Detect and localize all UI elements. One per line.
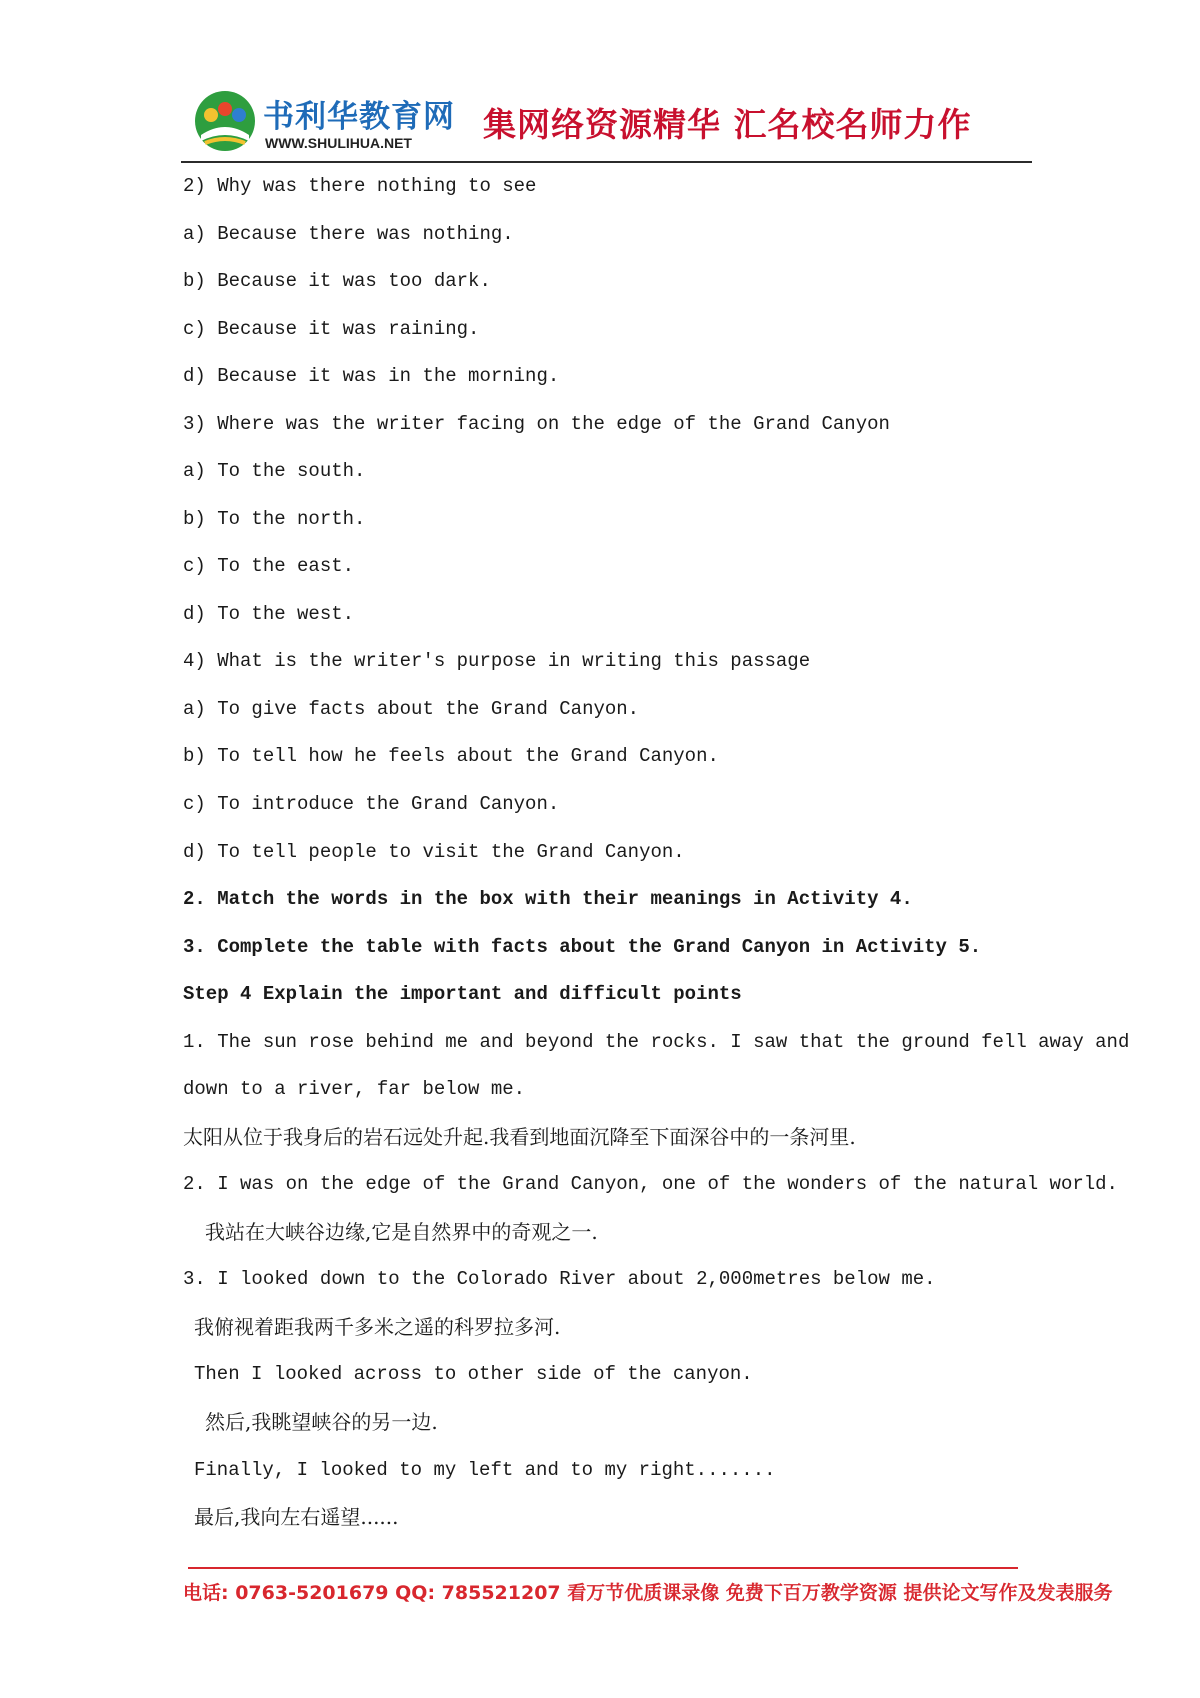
brand-name: 书利华教育网 <box>263 99 455 135</box>
question-4: 4) What is the writer's purpose in writing this passage <box>183 650 811 672</box>
option-3d: d) To the west. <box>183 603 355 625</box>
footer-contact: 电话: 0763-5201679 QQ: 785521207 看万节优质课录像 免费下百万教学资源 提供论文写作及发表服务 <box>183 1582 1113 1604</box>
point-3-sentence-3: Finally, I looked to my left and to my right....... <box>194 1459 776 1481</box>
option-2c: c) Because it was raining. <box>183 318 480 340</box>
option-3c: c) To the east. <box>183 555 355 577</box>
option-2b: b) Because it was too dark. <box>183 270 491 292</box>
question-3: 3) Where was the writer facing on the edge of the Grand Canyon <box>183 413 890 435</box>
point-1-line-1: 1. The sun rose behind me and beyond the rocks. I saw that the ground fell away and <box>183 1031 1130 1053</box>
question-2: 2) Why was there nothing to see <box>183 175 537 197</box>
option-4a: a) To give facts about the Grand Canyon. <box>183 698 640 720</box>
option-4d: d) To tell people to visit the Grand Canyon. <box>183 841 685 863</box>
option-2a: a) Because there was nothing. <box>183 223 514 245</box>
point-1-translation: 太阳从位于我身后的岩石远处升起.我看到地面沉降至下面深谷中的一条河里. <box>183 1125 856 1149</box>
brand-url: WWW.SHULIHUA.NET <box>265 135 412 151</box>
header-divider <box>181 161 1032 163</box>
page-header <box>183 85 1031 163</box>
option-3a: a) To the south. <box>183 460 366 482</box>
point-1-line-2: down to a river, far below me. <box>183 1078 526 1100</box>
point-3: 3. I looked down to the Colorado River about 2,000metres below me. <box>183 1268 936 1290</box>
point-3-sentence-2: Then I looked across to other side of the canyon. <box>194 1363 753 1385</box>
logo-icon <box>193 89 257 153</box>
option-4c: c) To introduce the Grand Canyon. <box>183 793 560 815</box>
point-3-translation: 我俯视着距我两千多米之遥的科罗拉多河. <box>194 1315 561 1339</box>
point-2-translation: 我站在大峡谷边缘,它是自然界中的奇观之一. <box>205 1220 598 1244</box>
point-3-sentence-2-translation: 然后,我眺望峡谷的另一边. <box>205 1410 438 1434</box>
footer-divider <box>188 1567 1018 1569</box>
step-4-heading: Step 4 Explain the important and difficult points <box>183 983 742 1005</box>
task-2-heading: 2. Match the words in the box with their meanings in Activity 4. <box>183 888 913 910</box>
option-4b: b) To tell how he feels about the Grand Canyon. <box>183 745 719 767</box>
option-2d: d) Because it was in the morning. <box>183 365 560 387</box>
option-3b: b) To the north. <box>183 508 366 530</box>
point-3-sentence-3-translation: 最后,我向左右遥望...... <box>194 1505 399 1529</box>
point-2: 2. I was on the edge of the Grand Canyon, one of the wonders of the natural world. <box>183 1173 1118 1195</box>
task-3-heading: 3. Complete the table with facts about the Grand Canyon in Activity 5. <box>183 936 982 958</box>
header-slogan: 集网络资源精华 汇名校名师力作 <box>483 105 972 144</box>
